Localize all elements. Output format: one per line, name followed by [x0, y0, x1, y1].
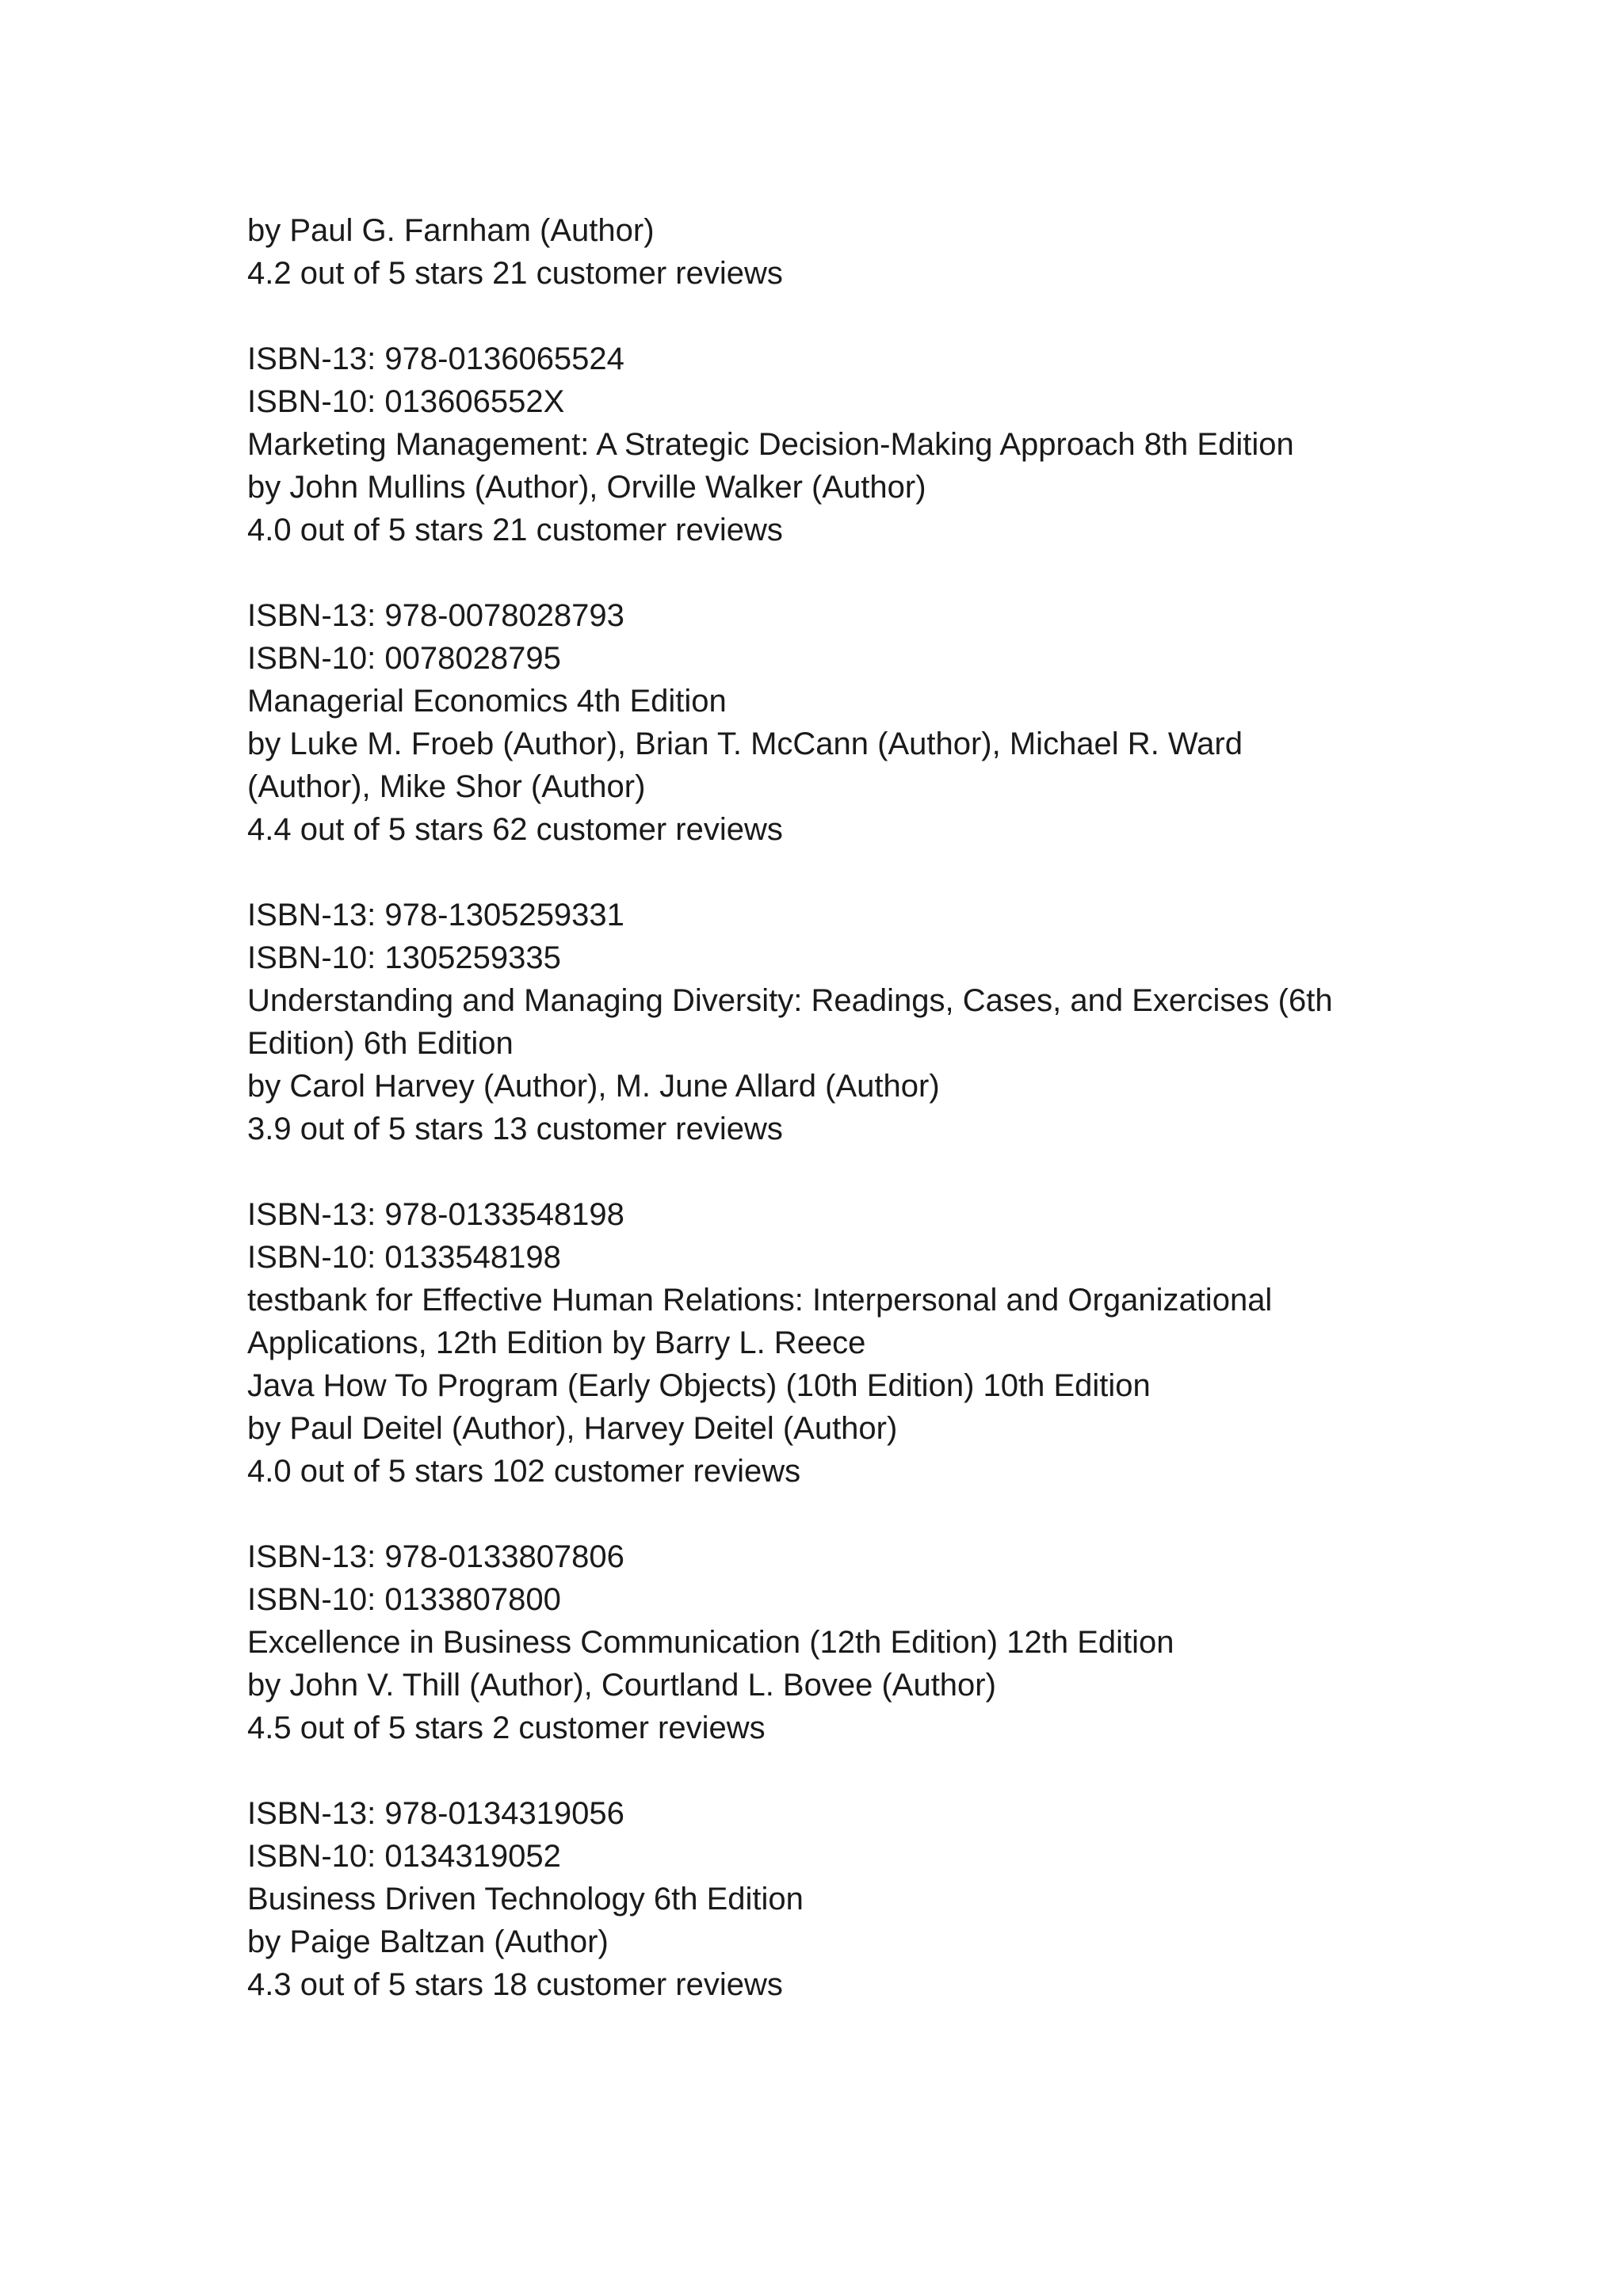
isbn13-line: ISBN-13: 978-0134319056	[247, 1796, 624, 1831]
isbn10-line: ISBN-10: 0134319052	[247, 1839, 561, 1874]
book-entry-business-driven-technology	[247, 1792, 1436, 2006]
title-line: Business Driven Technology 6th Edition	[247, 1882, 804, 1917]
author-line: by Carol Harvey (Author), M. June Allard (Author)	[247, 1069, 940, 1104]
isbn10-line: ISBN-10: 1305259335	[247, 940, 561, 975]
rating-line: 4.4 out of 5 stars 62 customer reviews	[247, 812, 783, 847]
rating-line: 4.2 out of 5 stars 21 customer reviews	[247, 256, 783, 291]
title-line: Managerial Economics 4th Edition	[247, 684, 727, 719]
author-line: by Paul Deitel (Author), Harvey Deitel (Author)	[247, 1411, 898, 1446]
isbn13-line: ISBN-13: 978-0136065524	[247, 341, 624, 376]
author-line: by Paul G. Farnham (Author)	[247, 213, 655, 248]
book-entry-managing-diversity	[247, 894, 1436, 1150]
author-line-continued: (Author), Mike Shor (Author)	[247, 769, 646, 804]
author-line: by Luke M. Froeb (Author), Brian T. McCann (Author), Michael R. Ward	[247, 727, 1243, 761]
author-line: by John Mullins (Author), Orville Walker (Author)	[247, 470, 926, 505]
title-line: testbank for Effective Human Relations: Interpersonal and Organizational	[247, 1283, 1273, 1318]
title-line-continued: Edition) 6th Edition	[247, 1026, 514, 1061]
isbn13-line: ISBN-13: 978-0078028793	[247, 598, 624, 633]
rating-line: 3.9 out of 5 stars 13 customer reviews	[247, 1112, 783, 1146]
title-line-continued: Applications, 12th Edition by Barry L. Reece	[247, 1325, 866, 1360]
book-entry-business-communication	[247, 1535, 1436, 1749]
rating-line: 4.0 out of 5 stars 102 customer reviews	[247, 1454, 801, 1489]
isbn10-line: ISBN-10: 0133807800	[247, 1582, 561, 1617]
isbn10-line: ISBN-10: 013606552X	[247, 384, 565, 419]
isbn13-line: ISBN-13: 978-0133548198	[247, 1197, 624, 1232]
title-line: Understanding and Managing Diversity: Readings, Cases, and Exercises (6th	[247, 983, 1333, 1018]
rating-line: 4.5 out of 5 stars 2 customer reviews	[247, 1711, 766, 1745]
rating-line: 4.3 out of 5 stars 18 customer reviews	[247, 1967, 783, 2002]
isbn10-line: ISBN-10: 0133548198	[247, 1240, 561, 1275]
author-line: by Paige Baltzan (Author)	[247, 1924, 609, 1959]
isbn13-line: ISBN-13: 978-1305259331	[247, 898, 624, 933]
isbn13-line: ISBN-13: 978-0133807806	[247, 1539, 624, 1574]
author-line: by John V. Thill (Author), Courtland L. Bovee (Author)	[247, 1668, 996, 1703]
rating-line: 4.0 out of 5 stars 21 customer reviews	[247, 513, 783, 547]
second-title-line: Java How To Program (Early Objects) (10th Edition) 10th Edition	[247, 1368, 1151, 1403]
isbn10-line: ISBN-10: 0078028795	[247, 641, 561, 676]
book-entry-human-relations-java	[247, 1193, 1436, 1493]
document-page	[247, 209, 1436, 2006]
title-line: Excellence in Business Communication (12th Edition) 12th Edition	[247, 1625, 1174, 1660]
book-entry-managerial-economics	[247, 594, 1436, 851]
book-entry-farnham	[247, 209, 1436, 295]
title-line: Marketing Management: A Strategic Decision-Making Approach 8th Edition	[247, 427, 1294, 462]
book-entry-marketing-management	[247, 338, 1436, 551]
